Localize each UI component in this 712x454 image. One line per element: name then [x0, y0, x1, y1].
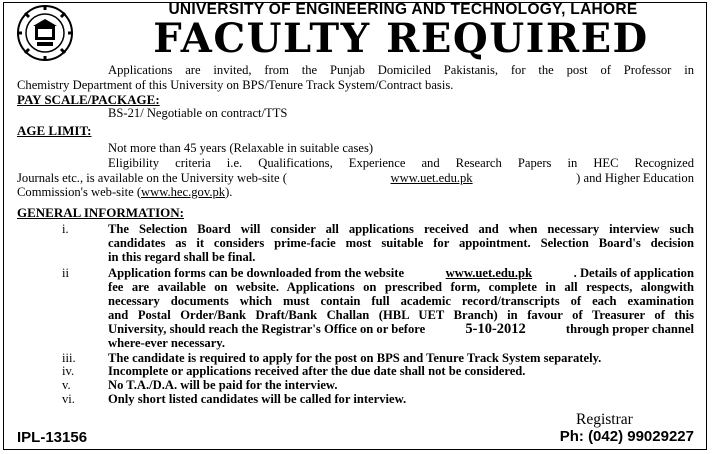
item-iv: Incomplete or applications received after the due date shall not be considered.: [108, 364, 526, 378]
item-ii-line-1b: . Details of application: [573, 266, 694, 280]
page-title: FACULTY REQUIRED: [153, 15, 649, 62]
university-name: UNIVERSITY OF ENGINEERING AND TECHNOLOGY, LAHORE: [168, 1, 638, 18]
item-i-number: i.: [62, 222, 69, 236]
uet-website-link[interactable]: www.uet.edu.pk: [390, 171, 473, 185]
item-ii-line-5b: through proper channel: [565, 322, 694, 336]
intro-line-1: Applications are invited, from the Punjab Domiciled Pakistanis, for the post of Professor in: [108, 63, 694, 77]
eligibility-line-2: [17, 171, 694, 185]
item-iii: The candidate is required to apply for the post on BPS and Tenure Track System separately.: [108, 351, 602, 365]
intro-line-2: Chemistry Department of this University on BPS/Tenure Track System/Contract basis.: [17, 78, 454, 92]
item-ii: [108, 266, 694, 350]
item-i-line-2: candidates as it considers prime-facie most suitable for appointment. Selection Board's decision: [108, 236, 694, 250]
item-ii-line-1a: Application forms can be downloaded from the website: [108, 266, 405, 280]
ipl-reference: IPL-13156: [17, 429, 88, 446]
deadline-date: 5-10-2012: [465, 321, 526, 337]
item-ii-line-5a: University, should reach the Registrar's Office on or before: [108, 322, 426, 336]
pay-heading: PAY SCALE/PACKAGE:: [17, 92, 160, 107]
item-ii-number: ii: [62, 266, 69, 280]
item-ii-line-3: necessary documents which must contain full academic record/transcripts of each examination: [108, 294, 694, 308]
item-v: No T.A./D.A. will be paid for the interview.: [108, 378, 338, 392]
general-heading: GENERAL INFORMATION:: [17, 205, 184, 220]
uet-download-link[interactable]: www.uet.edu.pk: [445, 266, 533, 280]
eligibility-line-2b: ) and Higher Education: [576, 171, 694, 185]
item-i-line-3: in this regard shall be final.: [108, 250, 256, 264]
phone-number: Ph: (042) 99029227: [559, 428, 694, 445]
item-ii-line-1: [108, 266, 694, 280]
university-logo: [16, 4, 74, 62]
age-value: Not more than 45 years (Relaxable in suitable cases): [108, 141, 374, 155]
item-v-number: v.: [62, 378, 71, 392]
item-ii-line-2: fee are available on website. Applications on prescribed form, complete in all respects, alongwith: [108, 280, 694, 294]
eligibility-line-2a: Journals etc., is available on the University web-site (: [17, 171, 287, 185]
eligibility-line-3: [17, 185, 232, 199]
eligibility-line-3b: ).: [225, 185, 233, 199]
item-i: [108, 222, 694, 264]
item-i-line-1: The Selection Board will consider all applications received and when necessary interview such: [108, 222, 694, 236]
pay-value: BS-21/ Negotiable on contract/TTS: [108, 106, 288, 120]
eligibility-line-3a: Commission's web-site (: [17, 185, 142, 199]
age-heading: AGE LIMIT:: [17, 123, 92, 138]
registrar-label: Registrar: [576, 411, 633, 428]
item-vi-number: vi.: [62, 392, 75, 406]
item-vi: Only short listed candidates will be called for interview.: [108, 392, 407, 406]
item-ii-line-6: where-ever necessary.: [108, 336, 226, 350]
item-ii-line-4: and Postal Order/Bank Draft/Bank Challan (HBL UET Branch) in favour of Treasurer of this: [108, 308, 694, 322]
item-ii-line-5: [108, 322, 694, 336]
item-iii-number: iii.: [62, 351, 76, 365]
item-iv-number: iv.: [62, 364, 75, 378]
hec-website-link[interactable]: www.hec.gov.pk: [141, 185, 226, 199]
eligibility-line-1: Eligibility criteria i.e. Qualifications, Experience and Research Papers in HEC Recognized: [108, 156, 694, 170]
